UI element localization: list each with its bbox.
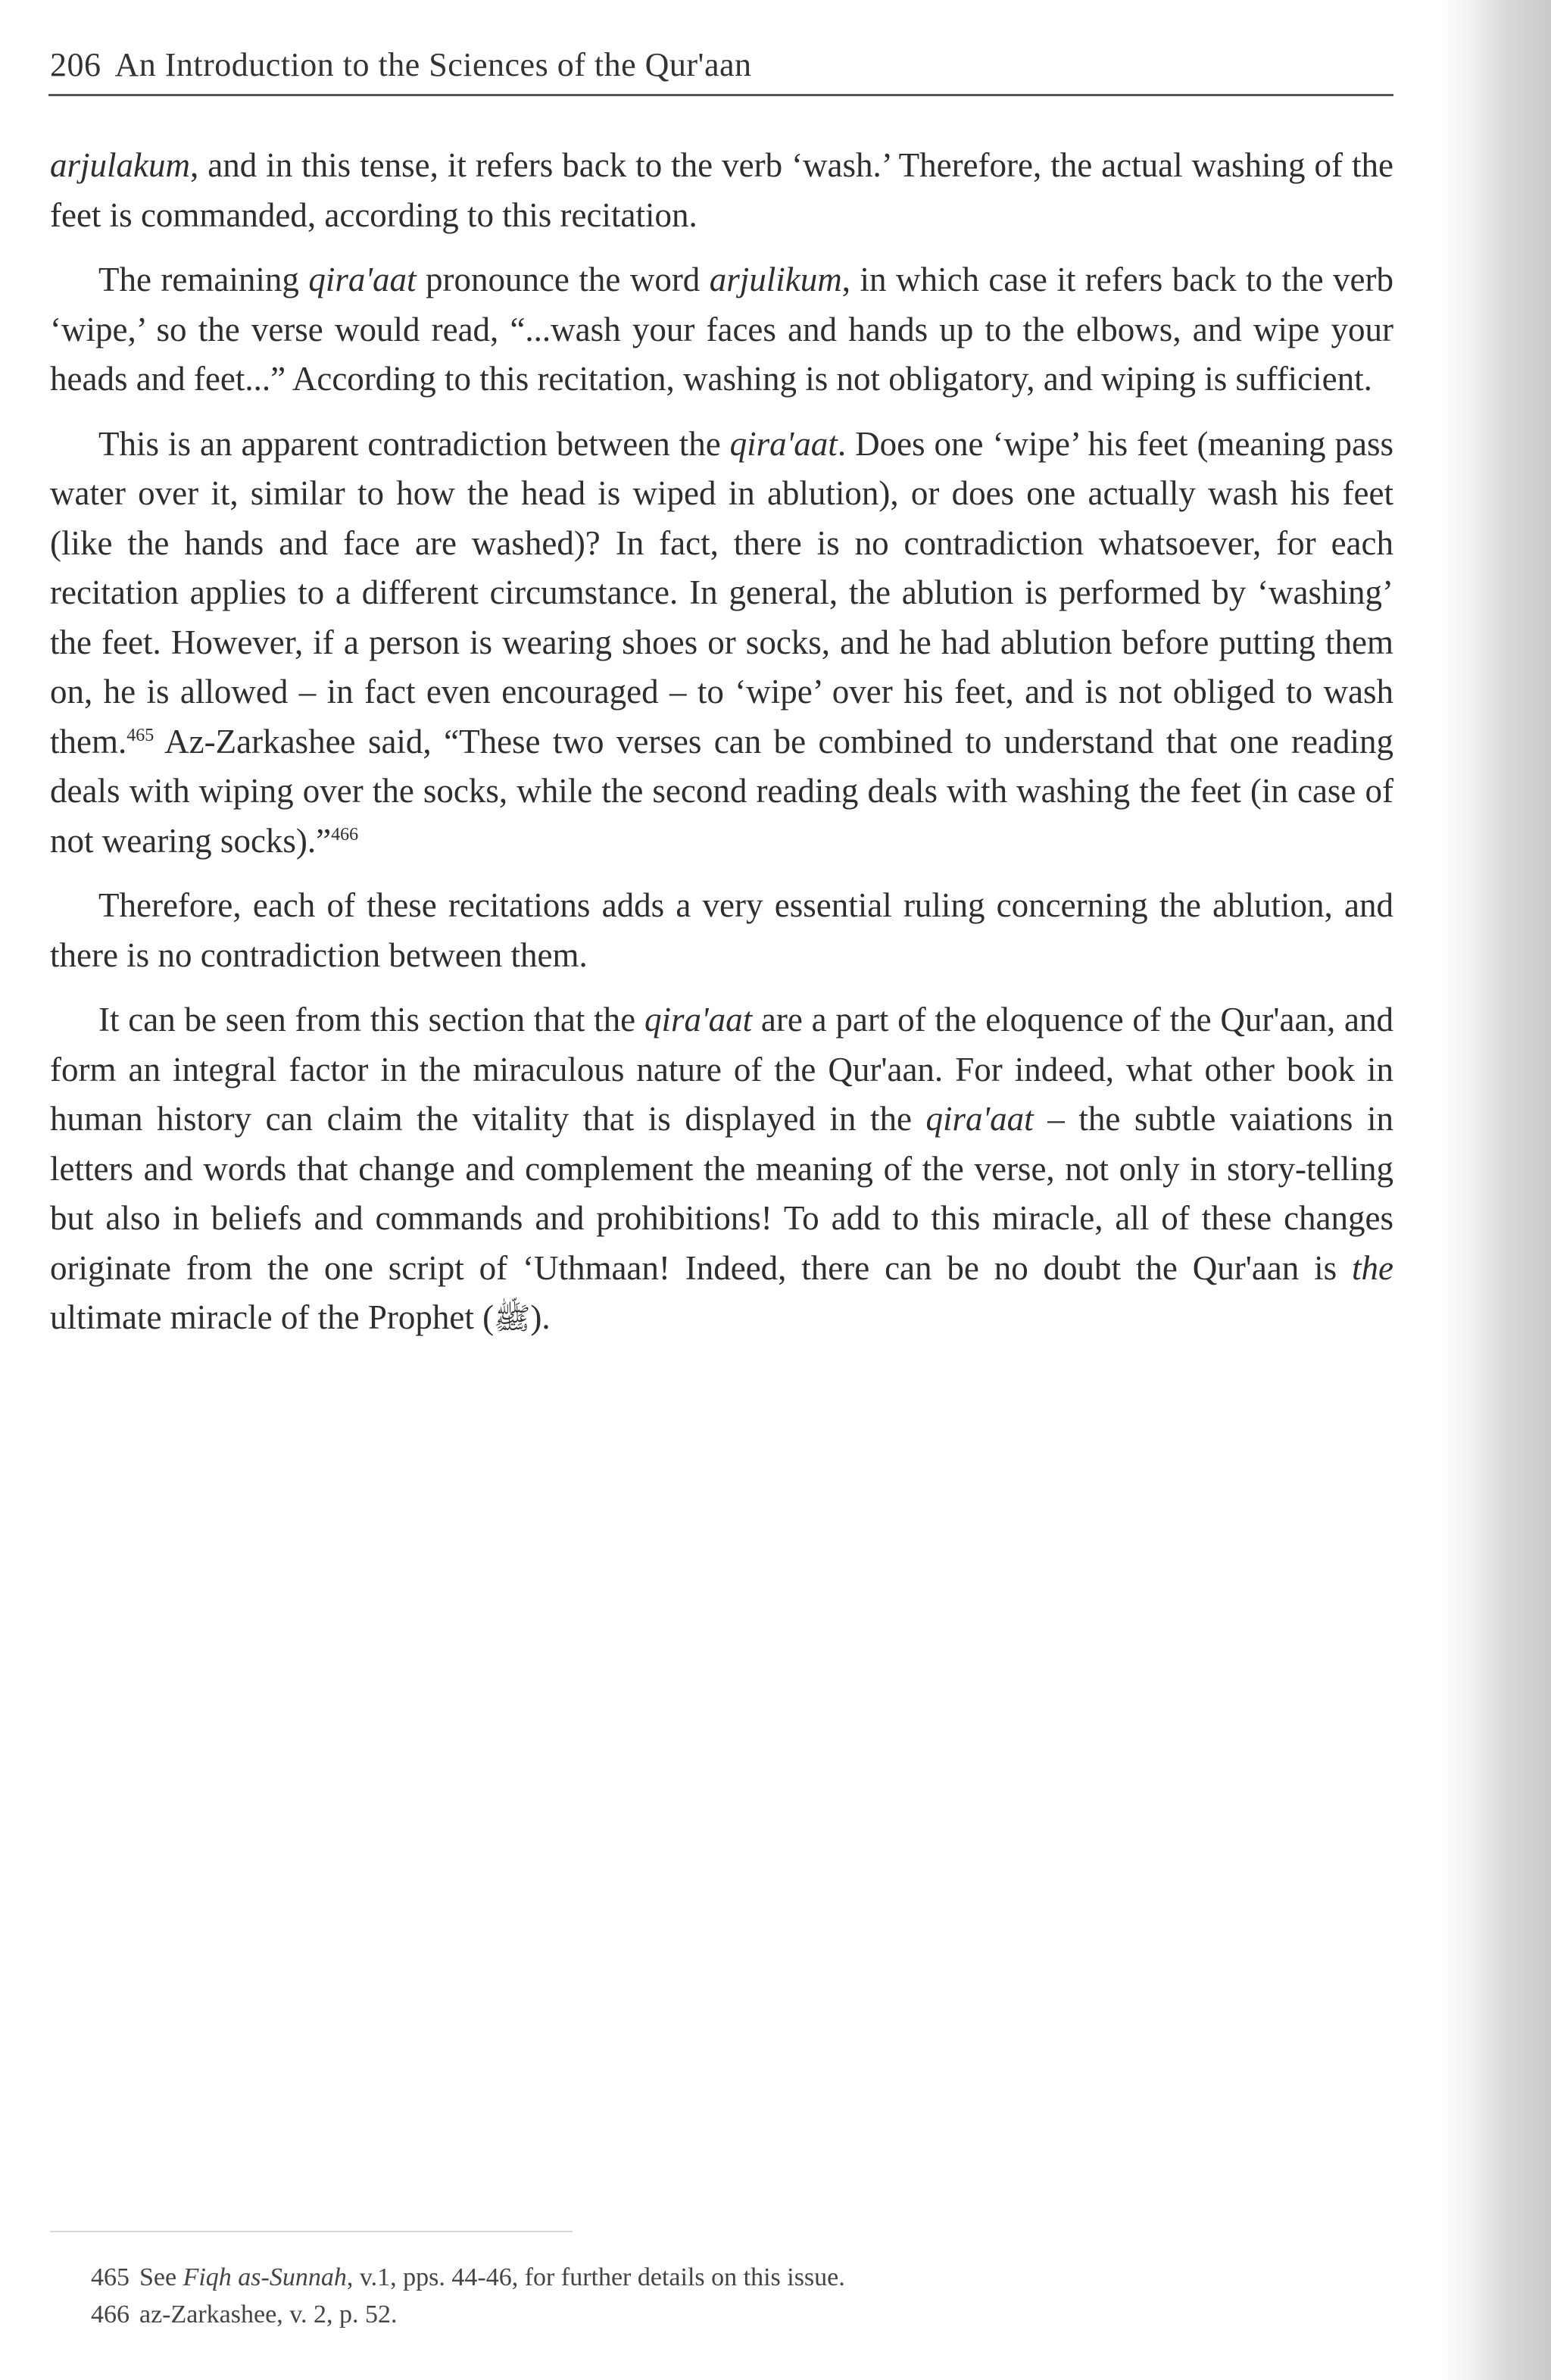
honorific-glyph: ﷺ (494, 1301, 531, 1335)
header-rule (48, 94, 1393, 96)
italic-term: qira'aat (925, 1100, 1034, 1138)
paragraph (50, 995, 1393, 1344)
main-text (50, 141, 1393, 1359)
text-run: , and in this tense, it refers back to the verb ‘wash.’ Therefore, the actual washing of the feet is commanded, according to this recitation. (50, 146, 1393, 234)
text-run: The remaining (98, 261, 309, 298)
italic-term: qira'aat (308, 261, 417, 298)
footnote (91, 2296, 1303, 2333)
page-number: 206 (50, 46, 101, 83)
italic-term: the (1352, 1248, 1393, 1287)
paragraph (50, 420, 1393, 867)
text-run: pronounce the word (416, 261, 710, 298)
paragraph (50, 881, 1393, 980)
text-run: ultimate miracle of the Prophet ( (50, 1298, 495, 1336)
footnote-number: 466 (91, 2300, 130, 2328)
running-title: An Introduction to the Sciences of the Qur'aan (114, 46, 752, 83)
text-run: See (139, 2263, 183, 2291)
footnote-number: 465 (91, 2263, 130, 2291)
text-run: This is an apparent contradiction between the (98, 424, 730, 463)
text-run: , v.1, pps. 44-46, for further details on this issue. (346, 2263, 845, 2291)
footnote-ref: 466 (331, 824, 359, 845)
italic-term: qira'aat (644, 1001, 753, 1039)
footnote (91, 2259, 1303, 2296)
header-line (50, 42, 752, 88)
text-run: Az-Zarkashee said, “These two verses can be combined to understand that one reading deals with wiping over the socks, while the second reading deals with washing the feet (in case of not wearing socks).” (50, 722, 1393, 860)
italic-term: qira'aat (729, 424, 838, 463)
text-run: It can be seen from this section that the (98, 1001, 644, 1039)
italic-term: arjulakum (50, 146, 190, 184)
paragraph (50, 141, 1393, 240)
footnote-ref: 465 (126, 725, 154, 745)
text-run: – the subtle vaiations in letters and words that change and complement the meaning of the verse, not only in story-telling but also in beliefs and commands and prohibitions! To add to this miracle, all of these changes originate from the one script of ‘Uthmaan! Indeed, there can be no doubt the Qur'aan is (50, 1100, 1393, 1287)
italic-term: Fiqh as-Sunnah (183, 2263, 347, 2291)
text-run: Therefore, each of these recitations adds a very essential ruling concerning the ablution, and there is no contradiction between them. (50, 886, 1393, 974)
text-run: , in which case it refers back to the verb ‘wipe,’ so the verse would read, “...wash your faces and hands up to the elbows, and wipe your heads and feet...” According to this recitation, washing is not obligatory, and wiping is sufficient. (50, 261, 1393, 398)
running-header (50, 42, 1392, 95)
italic-term: arjulikum (709, 261, 842, 298)
footnote-rule (50, 2231, 573, 2232)
text-run: are a part of the eloquence of the Qur'aan, and form an integral factor in the miraculous nature of the Qur'aan. For indeed, what other book in human history can claim the vitality that is displayed in the (50, 1001, 1393, 1138)
paragraph (50, 255, 1393, 404)
text-run: ). (530, 1298, 551, 1336)
text-run: az-Zarkashee, v. 2, p. 52. (139, 2300, 398, 2328)
footnotes (91, 2259, 1303, 2333)
text-run: . Does one ‘wipe’ his feet (meaning pass water over it, similar to how the head is wiped in ablution), or does one actually wash his feet (like the hands and face are washed)? In fact, there is no contradiction whatsoever, for each recitation applies to a different circumstance. In general, the ablution is performed by ‘washing’ the feet. However, if a person is wearing shoes or socks, and he had ablution before putting them on, he is allowed – in fact even encouraged – to ‘wipe’ over his feet, and is not obliged to wash them. (50, 424, 1393, 761)
